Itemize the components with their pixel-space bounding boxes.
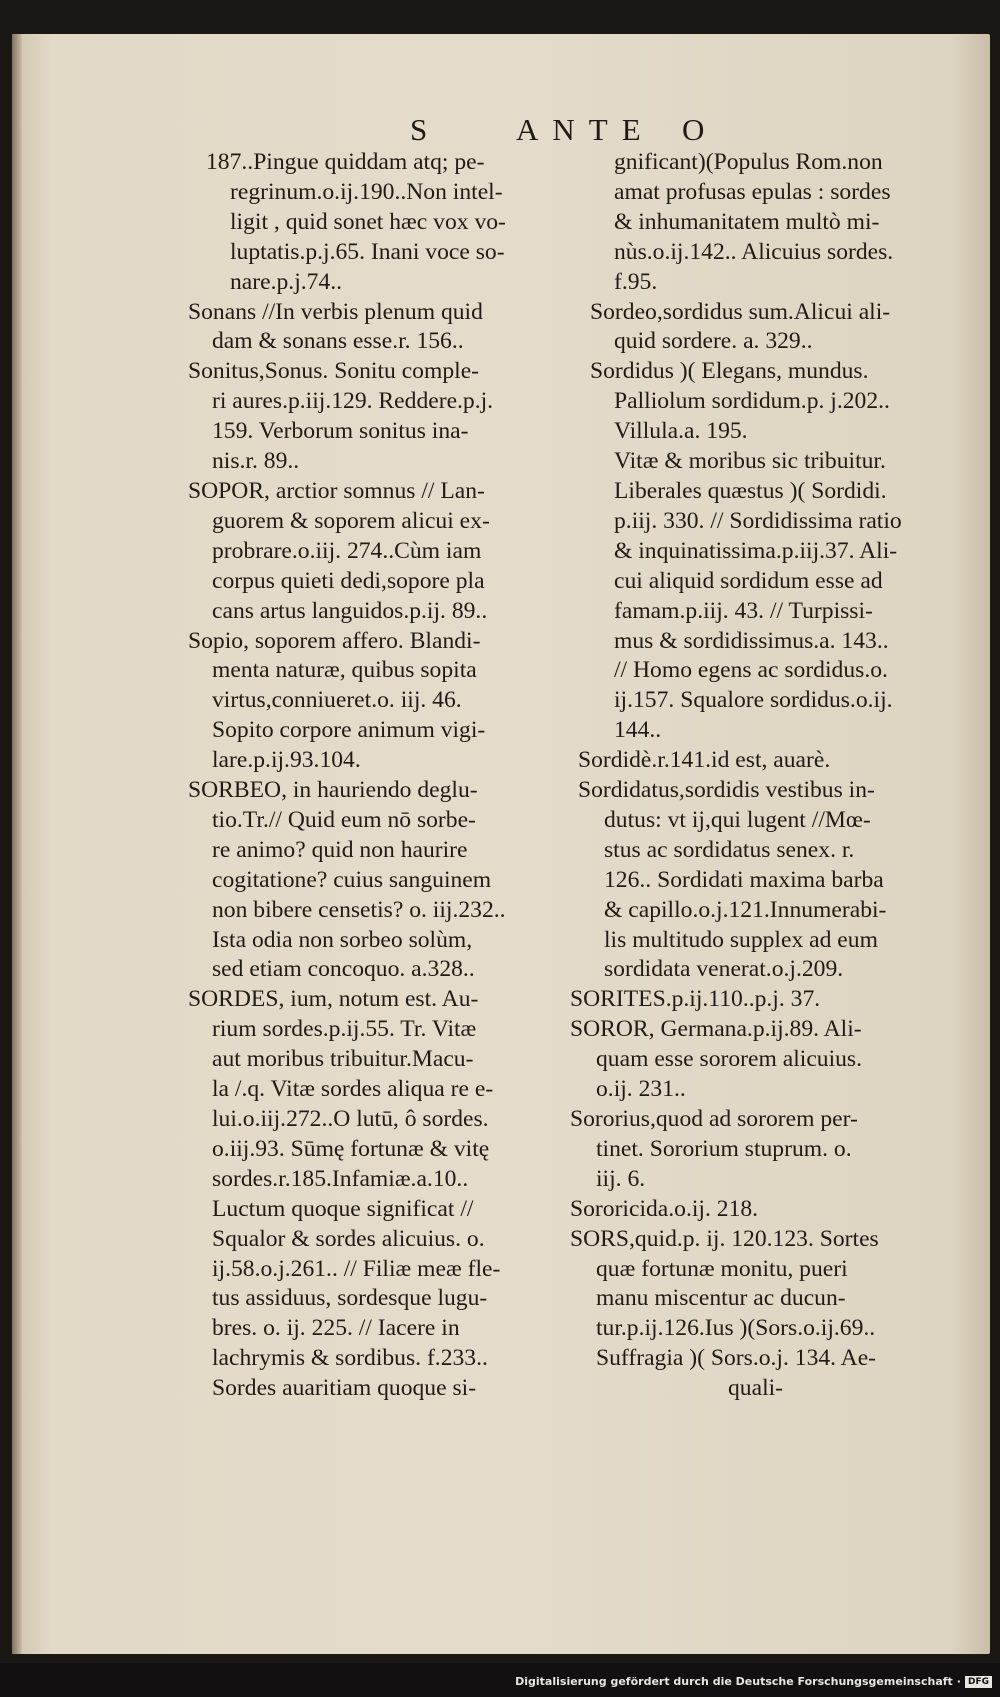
text-line: p.iij. 330. // Sordidissima ratio [614, 507, 902, 534]
text-line: dam & sonans esse.r. 156.. [212, 328, 464, 355]
text-line: lachrymis & sordibus. f.233.. [212, 1345, 488, 1372]
entry-start-line: SORITES.p.ij.110..p.j. 37. [570, 986, 821, 1013]
text-line: ligit , quid sonet hæc vox vo- [230, 208, 506, 235]
funding-note: Digitalisierung gefördert durch die Deutsche Forschungsgemeinschaft [515, 1675, 953, 1688]
text-line: 144.. [614, 717, 662, 744]
text-line: & capillo.o.j.121.Innumerabi- [604, 896, 887, 923]
text-line: Palliolum sordidum.p. j.202.. [614, 388, 890, 415]
separator: · [956, 1675, 961, 1688]
text-line: rium sordes.p.ij.55. Tr. Vitæ [212, 1016, 477, 1043]
text-line: Luctum quoque significat // [212, 1195, 474, 1222]
text-line: probrare.o.iij. 274..Cùm iam [212, 537, 482, 564]
text-line: Squalor & sordes alicuius. o. [212, 1225, 485, 1252]
entry-start-line: SORS,quid.p. ij. 120.123. Sortes [570, 1225, 879, 1252]
text-line: amat profusas epulas : sordes [614, 178, 891, 205]
text-line: sordes.r.185.Infamiæ.a.10.. [212, 1165, 469, 1192]
text-line: o.iij.93. Sūmę fortunæ & vitę [212, 1135, 490, 1162]
text-line: lui.o.iij.272..O lutū, ô sordes. [212, 1106, 489, 1132]
text-line: // Homo egens ac sordidus.o. [614, 657, 888, 684]
entry-start-line: Sonans //In verbis plenum quid [188, 298, 483, 325]
text-line: Villula.a. 195. [614, 418, 748, 445]
text-line: gnificant)(Populus Rom.non [614, 149, 883, 175]
text-line: Vitæ & moribus sic tribuitur. [614, 448, 886, 475]
text-line: la /.q. Vitæ sordes aliqua re e- [212, 1076, 494, 1103]
text-line: Sopito corpore animum vigi- [212, 717, 486, 744]
text-line: tus assiduus, sordesque lugu- [212, 1285, 488, 1312]
entry-start-line: SORBEO, in hauriendo deglu- [188, 777, 478, 804]
text-line: 126.. Sordidati maxima barba [604, 866, 884, 893]
text-line: guorem & soporem alicui ex- [212, 507, 490, 534]
right-column [570, 148, 956, 1404]
header-letter-s: S [410, 112, 430, 147]
page-gutter [12, 34, 22, 1654]
text-line: manu miscentur ac ducun- [596, 1285, 846, 1312]
text-line: 187..Pingue quiddam atq; pe- [206, 149, 485, 175]
header-word-ante: ANTE [516, 112, 655, 147]
text-line: famam.p.iij. 43. // Turpissi- [614, 597, 873, 624]
text-line: f.95. [614, 268, 658, 295]
text-line: virtus,conniueret.o. iij. 46. [212, 687, 462, 714]
text-line: stus ac sordidatus senex. r. [604, 836, 855, 863]
text-line: re animo? quid non haurire [212, 836, 468, 863]
catchword: quali- [728, 1375, 784, 1402]
text-line: cui aliquid sordidum esse ad [614, 567, 883, 594]
text-line: tio.Tr.// Quid eum nō sorbe- [212, 806, 476, 833]
footer-bar [0, 1663, 1000, 1697]
entry-start-line: Sordidus )( Elegans, mundus. [590, 358, 869, 385]
text-line: nùs.o.ij.142.. Alicuius sordes. [614, 238, 894, 265]
text-line: quam esse sororem alicuius. [596, 1046, 863, 1073]
text-line: o.ij. 231.. [596, 1076, 686, 1103]
header-letter-o: O [682, 112, 707, 147]
text-line: corpus quieti dedi,sopore pla [212, 567, 485, 594]
text-line: & inquinatissima.p.iij.37. Ali- [614, 537, 898, 564]
text-line: lis multitudo supplex ad eum [604, 926, 878, 953]
text-line: dutus: vt ij,qui lugent //Mœ- [604, 806, 871, 833]
entry-start-line: Sordidè.r.141.id est, auarè. [578, 747, 831, 774]
footer-credit [515, 1675, 992, 1688]
text-line: Suffragia )( Sors.o.j. 134. Ae- [596, 1345, 877, 1372]
text-line: non bibere censetis? o. iij.232.. [212, 896, 506, 923]
dfg-logo-icon[interactable]: DFG [965, 1676, 992, 1688]
text-line: 159. Verborum sonitus ina- [212, 418, 469, 445]
text-line: luptatis.p.j.65. Inani voce so- [230, 238, 505, 265]
entry-start-line: Sopio, soporem affero. Blandi- [188, 627, 481, 654]
text-line: lare.p.ij.93.104. [212, 747, 361, 774]
text-line: nis.r. 89.. [212, 448, 300, 475]
text-line: nare.p.j.74.. [230, 268, 343, 295]
text-line: quæ fortunæ monitu, pueri [596, 1255, 848, 1282]
text-line: aut moribus tribuitur.Macu- [212, 1046, 474, 1073]
entry-start-line: Sororicida.o.ij. 218. [570, 1195, 759, 1222]
entry-start-line: Sororius,quod ad sororem per- [570, 1106, 858, 1132]
text-line: regrinum.o.ij.190..Non intel- [230, 178, 503, 205]
text-line: & inhumanitatem multò mi- [614, 208, 880, 235]
text-line: cans artus languidos.p.ij. 89.. [212, 597, 488, 624]
text-line: Ista odia non sorbeo solùm, [212, 926, 473, 953]
text-line: Sordes auaritiam quoque si- [212, 1375, 477, 1402]
text-line: tinet. Sororium stuprum. o. [596, 1135, 852, 1162]
text-line: Liberales quæstus )( Sordidi. [614, 477, 887, 504]
entry-start-line: Sonitus,Sonus. Sonitu comple- [188, 358, 480, 385]
text-line: menta naturæ, quibus sopita [212, 657, 477, 684]
text-line: bres. o. ij. 225. // Iacere in [212, 1315, 460, 1342]
text-line: quid sordere. a. 329.. [614, 328, 813, 355]
text-line: sed etiam concoquo. a.328.. [212, 956, 475, 983]
left-column [188, 148, 561, 1404]
text-line: cogitatione? cuius sanguinem [212, 866, 492, 893]
entry-start-line: SOPOR, arctior somnus // Lan- [188, 477, 485, 504]
text-line: ij.157. Squalore sordidus.o.ij. [614, 687, 893, 714]
text-line: iij. 6. [596, 1165, 646, 1192]
text-line: tur.p.ij.126.Ius )(Sors.o.ij.69.. [596, 1315, 876, 1342]
entry-start-line: SORDES, ium, notum est. Au- [188, 986, 479, 1013]
entry-start-line: SOROR, Germana.p.ij.89. Ali- [570, 1016, 862, 1043]
text-line: ij.58.o.j.261.. // Filiæ meæ fle- [212, 1255, 501, 1282]
text-line: mus & sordidissimus.a. 143.. [614, 627, 889, 654]
text-line: ri aures.p.iij.129. Reddere.p.j. [212, 388, 494, 415]
entry-start-line: Sordidatus,sordidis vestibus in- [578, 777, 875, 804]
text-line: sordidata venerat.o.j.209. [604, 956, 844, 983]
entry-start-line: Sordeo,sordidus sum.Alicui ali- [590, 298, 891, 325]
